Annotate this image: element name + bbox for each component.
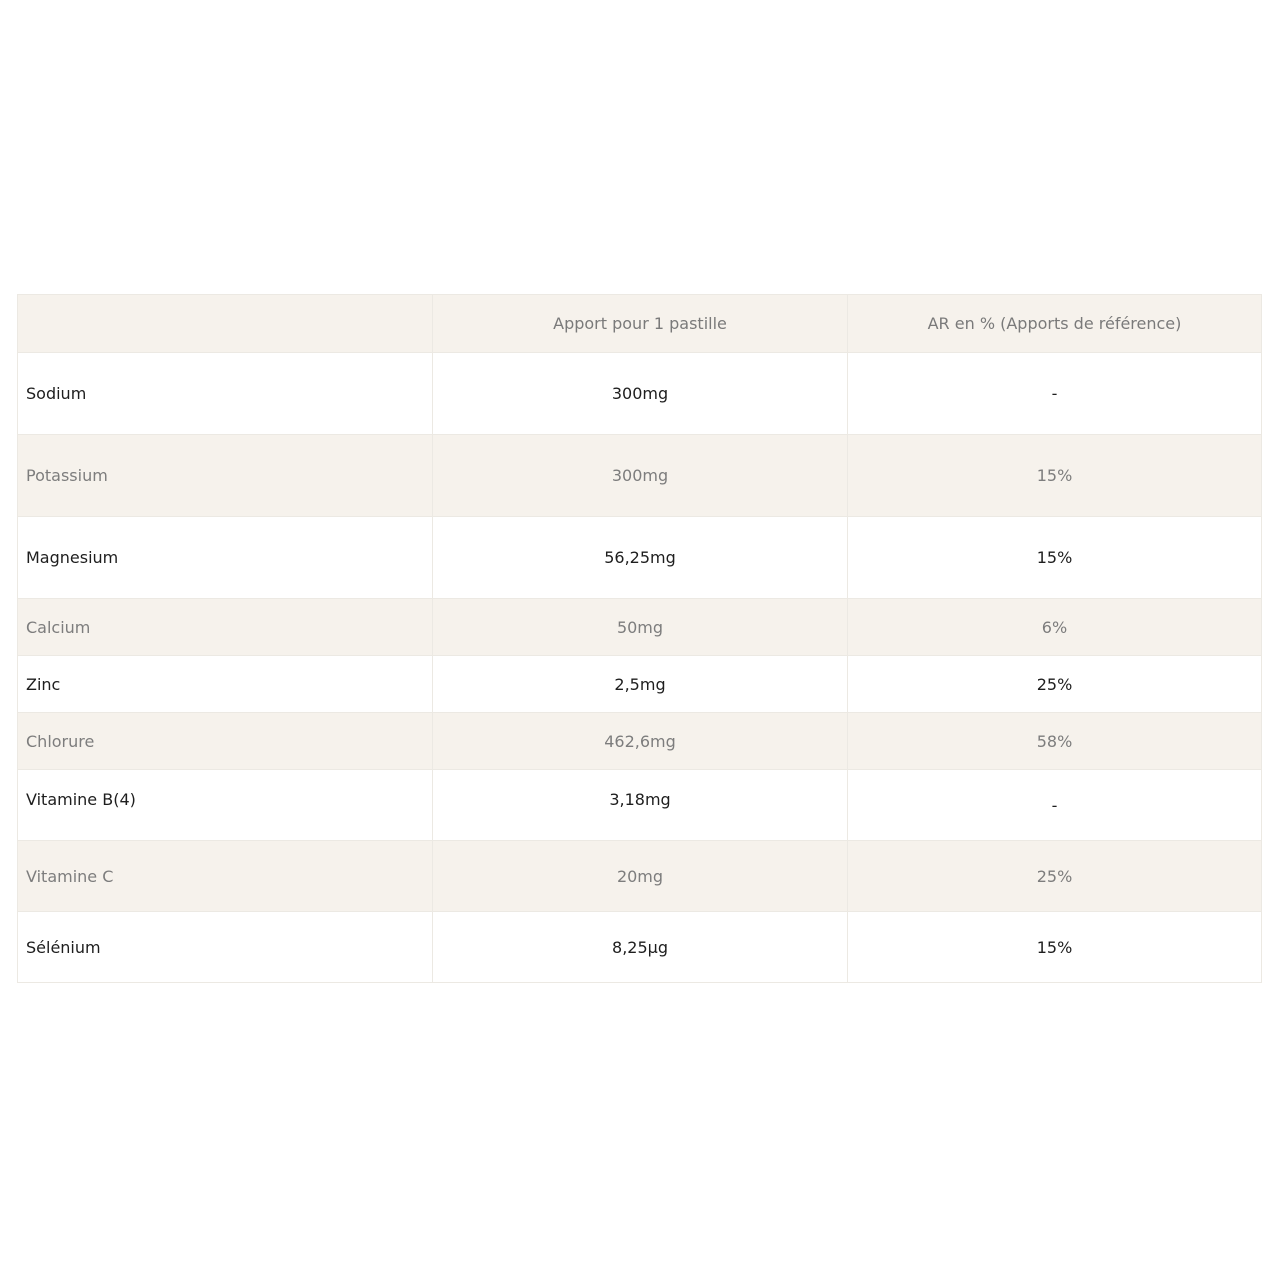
table-row: [18, 656, 1262, 713]
table-header-row: [18, 295, 1262, 353]
nutrient-amount: 300mg: [433, 353, 848, 435]
nutrient-name: Vitamine C: [18, 841, 433, 912]
nutrient-ar: 6%: [848, 599, 1262, 656]
nutrient-name: Vitamine B(4): [18, 770, 433, 841]
table-row: [18, 353, 1262, 435]
nutrient-name: Sélénium: [18, 912, 433, 983]
nutrient-amount: 20mg: [433, 841, 848, 912]
header-empty: [18, 295, 433, 353]
nutrient-amount: 462,6mg: [433, 713, 848, 770]
nutrient-ar: 15%: [848, 517, 1262, 599]
table-row: [18, 599, 1262, 656]
header-amount: Apport pour 1 pastille: [433, 295, 848, 353]
nutrient-name: Potassium: [18, 435, 433, 517]
table-row: [18, 912, 1262, 983]
nutrient-amount: 8,25µg: [433, 912, 848, 983]
nutrition-table-container: [17, 294, 1261, 983]
table-row: [18, 517, 1262, 599]
nutrient-name: Magnesium: [18, 517, 433, 599]
table-row: [18, 770, 1262, 841]
nutrient-name: Sodium: [18, 353, 433, 435]
table-row: [18, 435, 1262, 517]
nutrient-ar: 25%: [848, 841, 1262, 912]
nutrient-ar: 58%: [848, 713, 1262, 770]
nutrient-amount: 56,25mg: [433, 517, 848, 599]
nutrient-amount: 3,18mg: [433, 770, 848, 841]
nutrient-ar: -: [848, 770, 1262, 841]
nutrient-name: Chlorure: [18, 713, 433, 770]
nutrient-amount: 50mg: [433, 599, 848, 656]
header-ar-percent: AR en % (Apports de référence): [848, 295, 1262, 353]
nutrition-table: [17, 294, 1262, 983]
nutrient-amount: 300mg: [433, 435, 848, 517]
nutrient-name: Calcium: [18, 599, 433, 656]
nutrient-ar: 15%: [848, 435, 1262, 517]
nutrient-ar: -: [848, 353, 1262, 435]
nutrient-ar: 15%: [848, 912, 1262, 983]
nutrient-amount: 2,5mg: [433, 656, 848, 713]
table-row: [18, 841, 1262, 912]
table-row: [18, 713, 1262, 770]
nutrient-name: Zinc: [18, 656, 433, 713]
nutrient-ar: 25%: [848, 656, 1262, 713]
